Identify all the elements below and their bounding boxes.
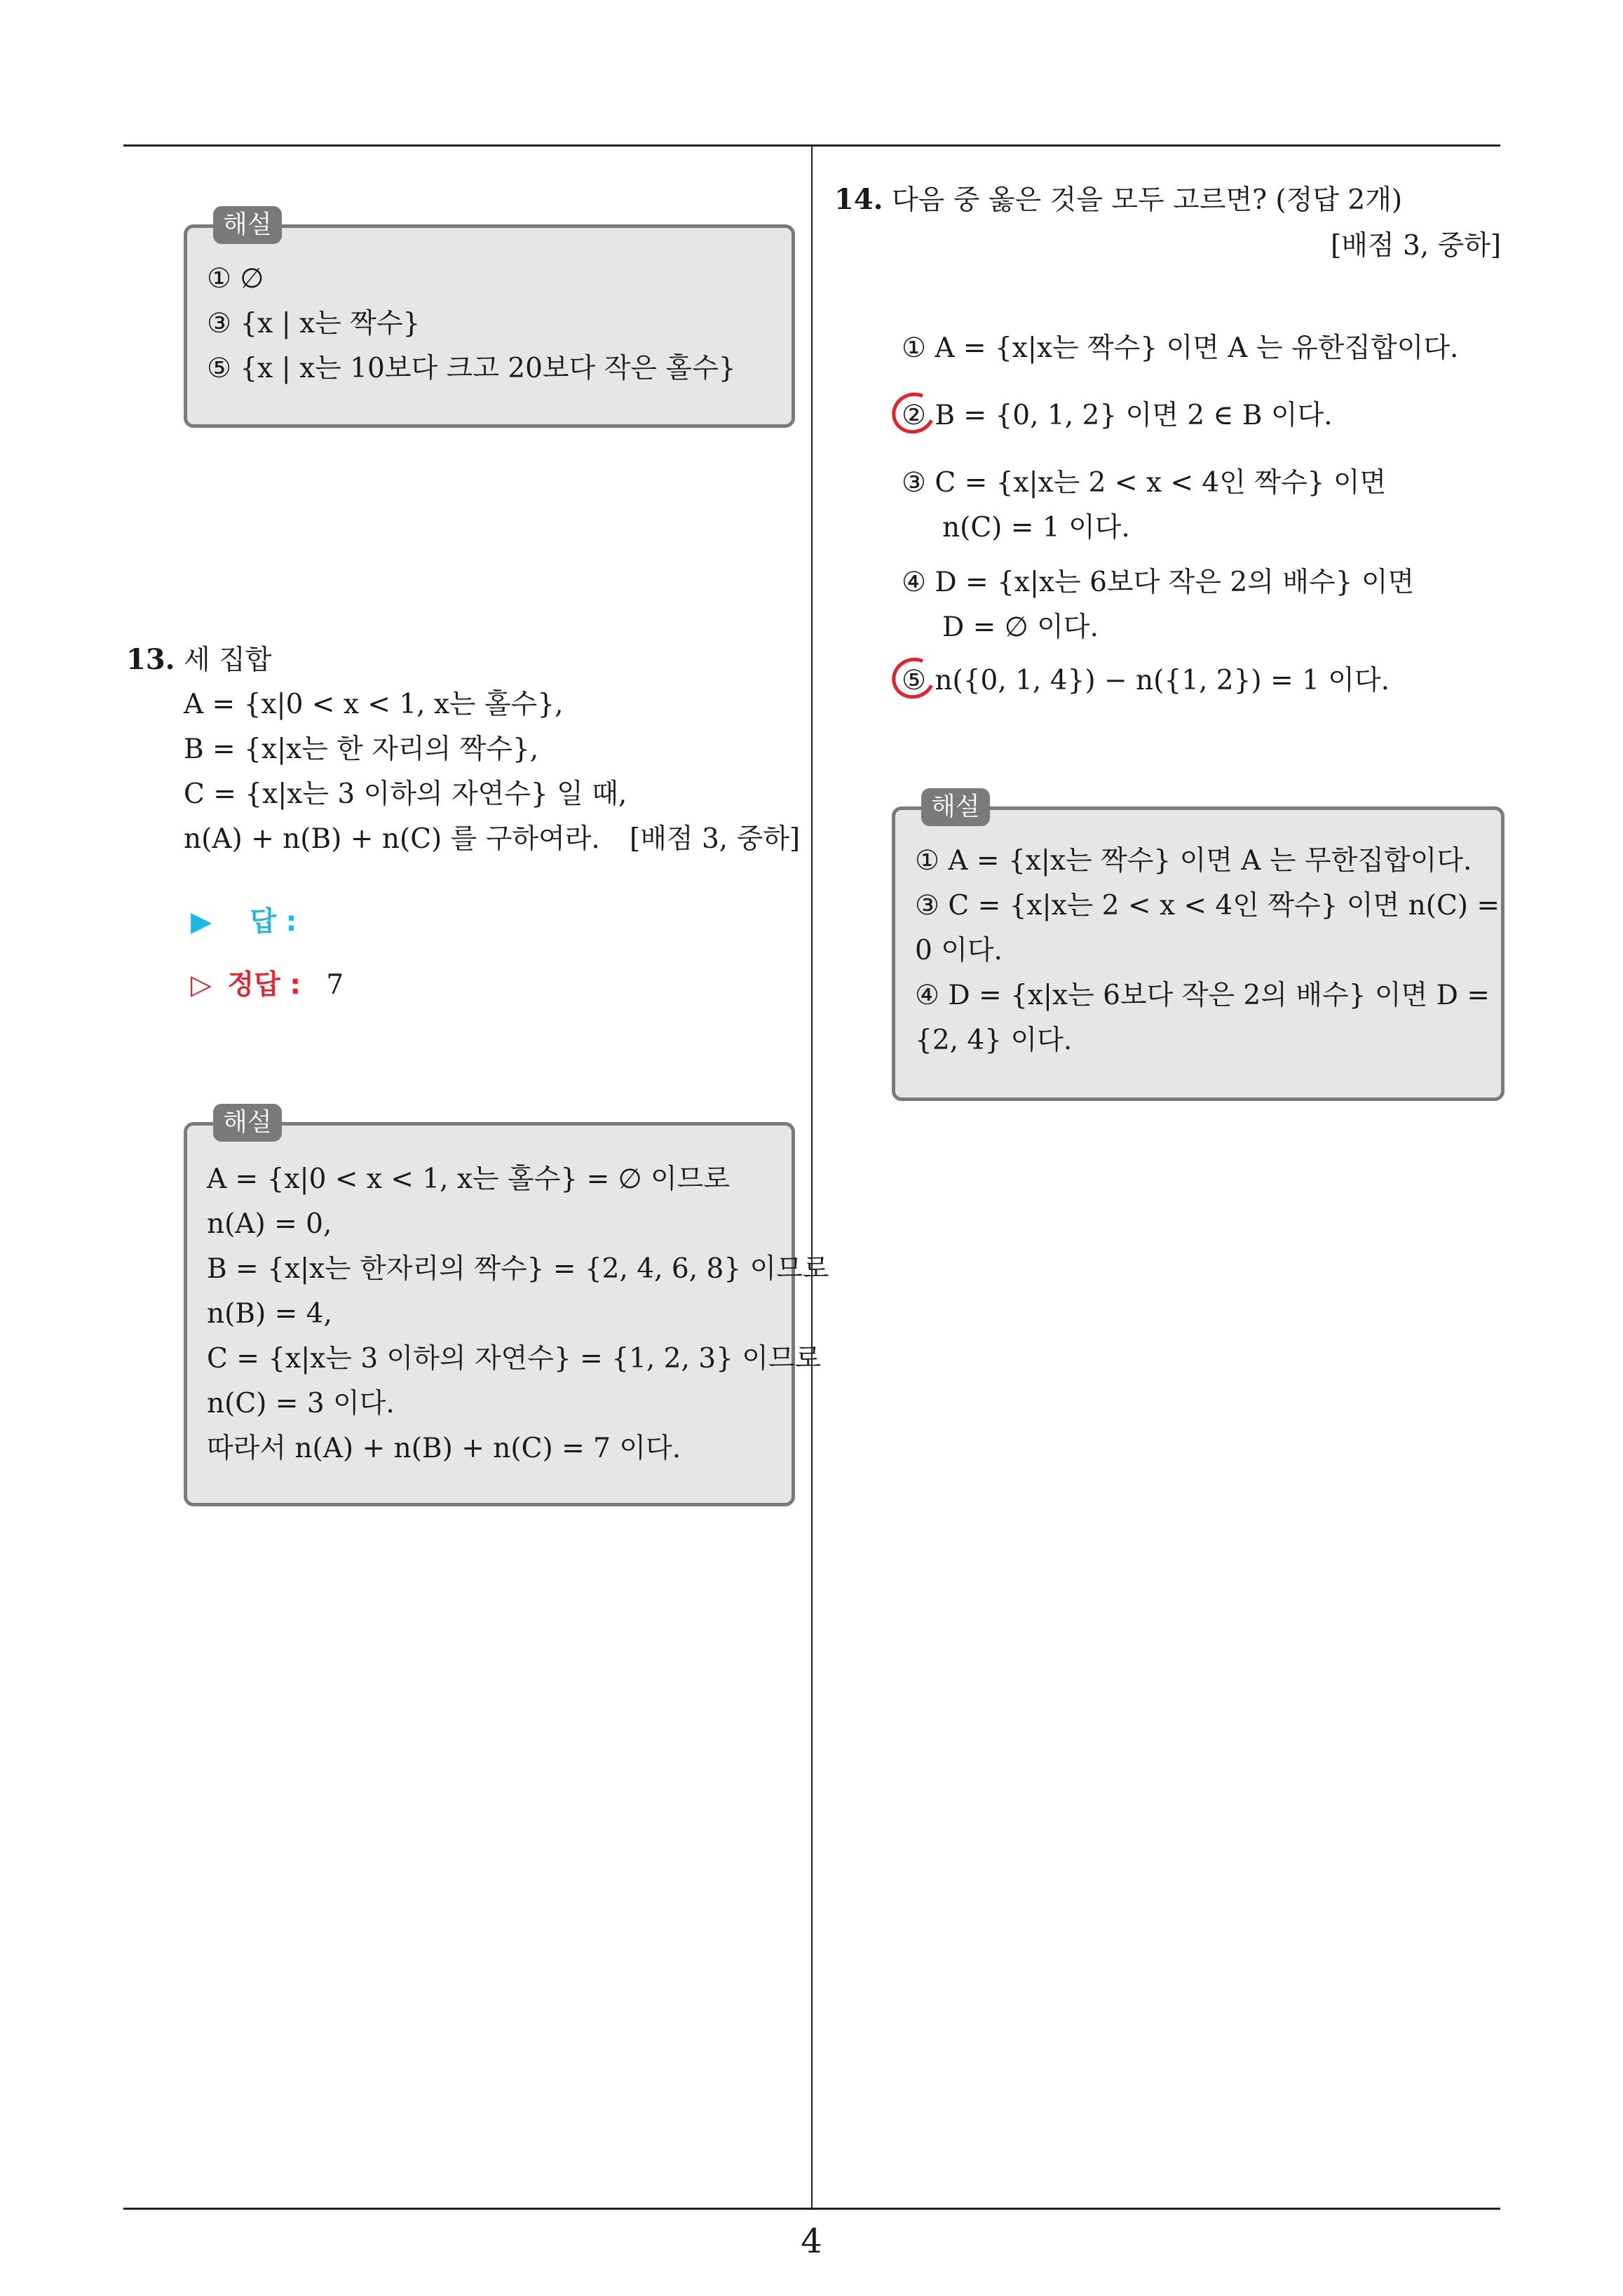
question-line: n(A) + n(B) + n(C) 를 구하여라. [184, 823, 600, 855]
outline-arrow-icon: ▷ [191, 969, 212, 1001]
solution-line: ③ C = {x|x는 2 < x < 4인 짝수} 이면 n(C) = [915, 890, 1500, 921]
solution-tag: 해설 [213, 206, 282, 244]
solution-box-13 [184, 1122, 829, 1506]
solution-box-12 [184, 224, 795, 428]
solution-line: ④ D = {x|x는 6보다 작은 2의 배수} 이면 D = [915, 980, 1490, 1011]
solution-line: 0 이다. [915, 935, 1003, 966]
option-4-cont: D = ∅ 이다. [942, 612, 1099, 643]
question-number: 13. [126, 643, 175, 676]
option-3: ③ C = {x|x는 2 < x < 4인 짝수} 이면 [902, 467, 1387, 499]
solution-line: C = {x|x는 3 이하의 자연수} = {1, 2, 3} 이므로 [207, 1343, 822, 1375]
page-number: 4 [801, 2222, 822, 2261]
option-3-cont: n(C) = 1 이다. [942, 512, 1130, 543]
question-title: 세 집합 [184, 644, 272, 676]
solution-line: n(C) = 3 이다. [207, 1388, 395, 1419]
question-line: A = {x|0 < x < 1, x는 홀수}, [184, 689, 564, 720]
solution-tag: 해설 [921, 788, 990, 826]
bottom-rule [123, 2208, 1500, 2210]
solution-line: B = {x|x는 한자리의 짝수} = {2, 4, 6, 8} 이므로 [207, 1253, 829, 1285]
solution-line: 따라서 n(A) + n(B) + n(C) = 7 이다. [207, 1433, 681, 1464]
key-answer-value: 7 [326, 969, 344, 1001]
solution-line: n(A) = 0, [207, 1208, 332, 1240]
option-1: ① A = {x|x는 짝수} 이면 A 는 유한집합이다. [902, 332, 1459, 364]
points-label: [배점 3, 중하] [630, 823, 801, 855]
column-divider [811, 144, 813, 2209]
question-13-heading [126, 642, 271, 678]
key-answer-label: 정답 : [227, 969, 301, 1001]
option-4: ④ D = {x|x는 6보다 작은 2의 배수} 이면 [902, 567, 1415, 598]
answer-label: 답 : [250, 906, 297, 938]
question-title: 다음 중 옳은 것을 모두 고르면? (정답 2개) [892, 184, 1403, 216]
question-number: 14. [834, 183, 883, 216]
solution-line: ① A = {x|x는 짝수} 이면 A 는 무한집합이다. [915, 845, 1472, 877]
solution-line: ③ {x | x는 짝수} [207, 308, 421, 339]
solution-line: ① ∅ [207, 263, 264, 295]
option-2: ② B = {0, 1, 2} 이면 2 ∈ B 이다. [902, 400, 1333, 431]
question-line: B = {x|x는 한 자리의 짝수}, [184, 734, 539, 765]
points-label: [배점 3, 중하] [1331, 230, 1502, 262]
play-arrow-icon: ▶ [191, 906, 212, 938]
solution-line: n(B) = 4, [207, 1298, 332, 1330]
key-answer-row [191, 968, 344, 1003]
question-line: C = {x|x는 3 이하의 자연수} 일 때, [184, 778, 627, 810]
solution-tag: 해설 [213, 1104, 282, 1142]
answer-row [191, 905, 297, 940]
solution-box-14 [892, 806, 1505, 1101]
question-14-heading [834, 182, 1402, 218]
solution-line: {2, 4} 이다. [915, 1025, 1073, 1056]
option-5: ⑤ n({0, 1, 4}) − n({1, 2}) = 1 이다. [902, 665, 1390, 696]
solution-line: ⑤ {x | x는 10보다 크고 20보다 작은 홀수} [207, 353, 736, 384]
solution-line: A = {x|0 < x < 1, x는 홀수} = ∅ 이므로 [207, 1163, 731, 1195]
